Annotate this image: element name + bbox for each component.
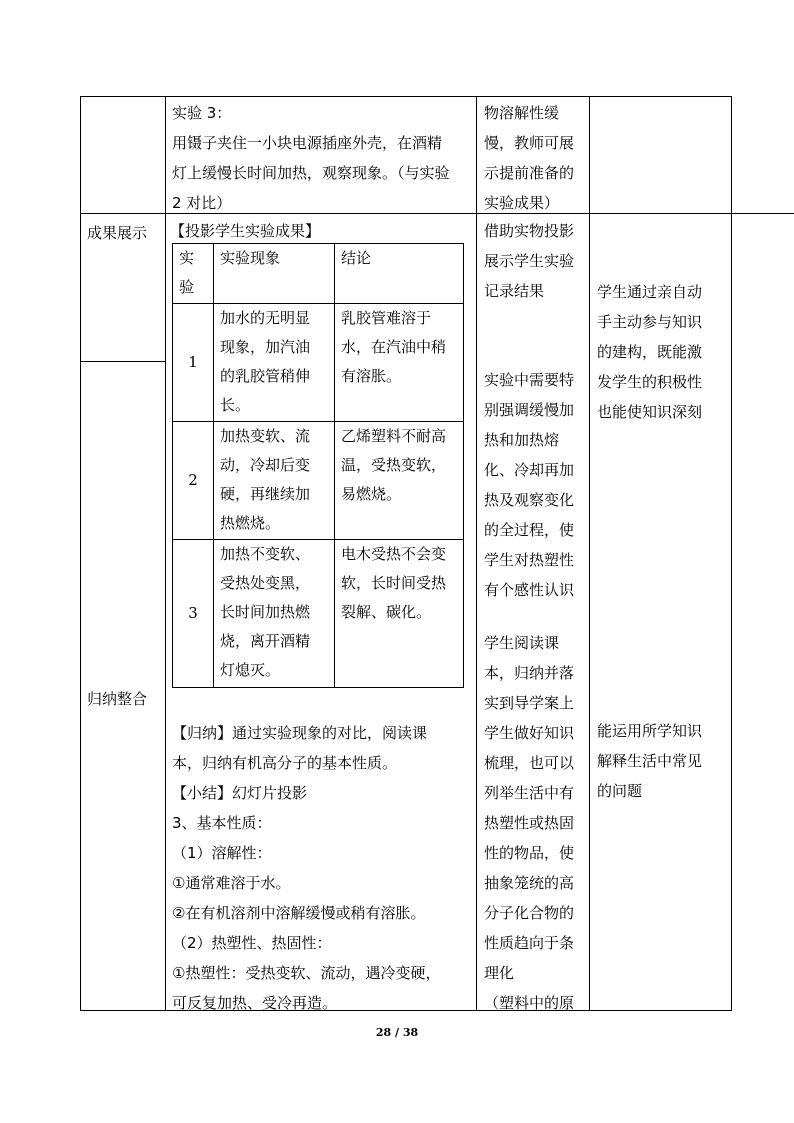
teacher-line: 理化 xyxy=(484,964,515,982)
intent-line: 发学生的积极性 xyxy=(597,373,703,391)
intent-line: 解释生活中常见 xyxy=(597,752,703,770)
summary-line: ②在有机溶剂中溶解缓慢或稍有溶胀。 xyxy=(172,904,426,922)
row-number: 1 xyxy=(173,304,214,422)
experiment3-text xyxy=(172,98,450,218)
cell-line: 灯熄灭。 xyxy=(220,661,281,679)
col-line-4 xyxy=(731,96,732,1011)
cell-line: 易燃烧。 xyxy=(341,485,402,503)
summary-line: 【归纳】通过实验现象的对比，阅读课 xyxy=(172,724,428,742)
teacher-line: （塑料中的原 xyxy=(484,994,575,1012)
cell-line: 硬，再继续加 xyxy=(220,485,311,503)
teacher-line: 热塑性或热固 xyxy=(484,814,575,832)
summary-line: ①通常难溶于水。 xyxy=(172,874,291,892)
cell-line: 加水的无明显 xyxy=(220,309,311,327)
intent-block-2 xyxy=(597,716,702,806)
summary-line: （2）热塑性、热固性： xyxy=(172,934,332,952)
cell-line: 裂解、碳化。 xyxy=(341,603,432,621)
teacher-line: 分子化合物的 xyxy=(484,904,575,922)
summary-line: 【小结】幻灯片投影 xyxy=(172,784,308,802)
phenomenon-cell xyxy=(214,422,335,540)
teacher-block-3 xyxy=(484,628,574,1018)
header-exp-line: 验 xyxy=(179,278,195,296)
col-line-3 xyxy=(589,96,590,1011)
header-cell-phenomenon: 实验现象 xyxy=(214,244,335,304)
teacher-line: 性质趋向于条 xyxy=(484,934,575,952)
cell-line: 热燃烧。 xyxy=(220,514,281,532)
cell-line: 现象，加汽油 xyxy=(220,338,311,356)
page-number: 28 / 38 xyxy=(375,1026,419,1039)
teacher-block-1 xyxy=(484,216,574,306)
teacher-line: 热和加热熔 xyxy=(484,431,560,449)
cell-line: 长时间加热燃 xyxy=(220,603,311,621)
summary-line: 可反复加热、受冷再造。 xyxy=(172,994,338,1012)
col-line-0 xyxy=(80,96,81,1011)
table-top-border xyxy=(80,96,731,97)
conclusion-cell xyxy=(335,540,464,688)
row-number: 2 xyxy=(173,422,214,540)
experiment3-line: 灯上缓慢长时间加热，观察现象。（与实验 xyxy=(172,164,450,182)
cell-line: 乙烯塑料不耐高 xyxy=(341,427,447,445)
teacher-line: 借助实物投影 xyxy=(484,222,575,240)
teacher-line: 别强调缓慢加 xyxy=(484,401,575,419)
teacher-line: 本，归纳并落 xyxy=(484,664,575,682)
experiment3-line: 2 对比） xyxy=(172,194,232,212)
col-line-1 xyxy=(165,96,166,1011)
table-row xyxy=(173,422,464,540)
conclusion-cell xyxy=(335,304,464,422)
summary-text xyxy=(172,718,440,1018)
table-row xyxy=(173,304,464,422)
teacher-line: 示提前准备的 xyxy=(484,164,575,182)
cell-line: 有溶胀。 xyxy=(341,367,402,385)
cell-line: 烧，离开酒精 xyxy=(220,632,311,650)
summary-line: 3、基本性质： xyxy=(172,814,272,832)
cell-line: 动，冷却后变 xyxy=(220,456,311,474)
teacher-line: 学生阅读课 xyxy=(484,634,560,652)
cell-line: 软，长时间受热 xyxy=(341,574,447,592)
intent-line: 的问题 xyxy=(597,782,643,800)
teacher-line: 物溶解性缓 xyxy=(484,104,560,122)
teacher-line: 学生做好知识 xyxy=(484,724,575,742)
header-cell-conclusion: 结论 xyxy=(335,244,464,304)
cell-line: 温，受热变软， xyxy=(341,456,447,474)
teacher-line: 慢，教师可展 xyxy=(484,134,575,152)
row-number: 3 xyxy=(173,540,214,688)
summary-line: 本，归纳有机高分子的基本性质。 xyxy=(172,754,398,772)
summary-line: （1）溶解性： xyxy=(172,844,272,862)
cell-line: 加热变软、流 xyxy=(220,427,311,445)
results-header-row xyxy=(173,244,464,304)
teacher-line: 记录结果 xyxy=(484,282,545,300)
intent-line: 能运用所学知识 xyxy=(597,722,703,740)
cell-line: 电木受热不会变 xyxy=(341,545,447,563)
intent-line: 也能使知识深刻 xyxy=(597,403,703,421)
teacher-line: 抽象笼统的高 xyxy=(484,874,575,892)
teacher-line: 梳理，也可以 xyxy=(484,754,575,772)
projection-heading: 【投影学生实验成果】 xyxy=(170,222,321,240)
section-label-summary: 归纳整合 xyxy=(87,690,148,708)
col-line-2 xyxy=(476,96,477,1011)
experiment3-line: 用镊子夹住一小块电源插座外壳，在酒精 xyxy=(172,134,443,152)
cell-line: 的乳胶管稍伸 xyxy=(220,367,311,385)
teacher-line: 列举生活中有 xyxy=(484,784,575,802)
intent-block-1 xyxy=(597,277,702,427)
phenomenon-cell xyxy=(214,540,335,688)
teacher-line: 展示学生实验 xyxy=(484,252,575,270)
teacher-line: 学生对热塑性 xyxy=(484,551,575,569)
teacher-line: 的全过程，使 xyxy=(484,521,575,539)
intent-line: 手主动参与知识 xyxy=(597,313,703,331)
header-cell-exp xyxy=(173,244,214,304)
conclusion-cell xyxy=(335,422,464,540)
teacher-line: 实验中需要特 xyxy=(484,371,575,389)
cell-line: 长。 xyxy=(220,396,251,414)
table-row xyxy=(173,540,464,688)
teacher-line: 化、冷却再加 xyxy=(484,461,575,479)
teacher-line: 有个感性认识 xyxy=(484,581,575,599)
section-label-results: 成果展示 xyxy=(87,224,148,242)
teacher-block-2 xyxy=(484,365,574,605)
header-exp-line: 实 xyxy=(179,249,195,267)
cell-line: 水，在汽油中稍 xyxy=(341,338,447,356)
teacher-line: 实到导学案上 xyxy=(484,694,575,712)
cell-line: 受热处变黑， xyxy=(220,574,311,592)
experiment3-line: 实验 3： xyxy=(172,104,232,122)
phenomenon-cell xyxy=(214,304,335,422)
teacher-line: 性的物品，使 xyxy=(484,844,575,862)
cell-line: 加热不变软、 xyxy=(220,545,311,563)
left-column-divider xyxy=(80,361,165,362)
top-teacher-text xyxy=(484,98,574,218)
teacher-line: 热及观察变化 xyxy=(484,491,575,509)
intent-line: 学生通过亲自动 xyxy=(597,283,703,301)
teacher-line: 实验成果） xyxy=(484,194,560,212)
intent-line: 的建构，既能激 xyxy=(597,343,703,361)
summary-line: ①热塑性：受热变软、流动，遇冷变硬， xyxy=(172,964,441,982)
cell-line: 乳胶管难溶于 xyxy=(341,309,432,327)
results-table xyxy=(172,243,464,688)
